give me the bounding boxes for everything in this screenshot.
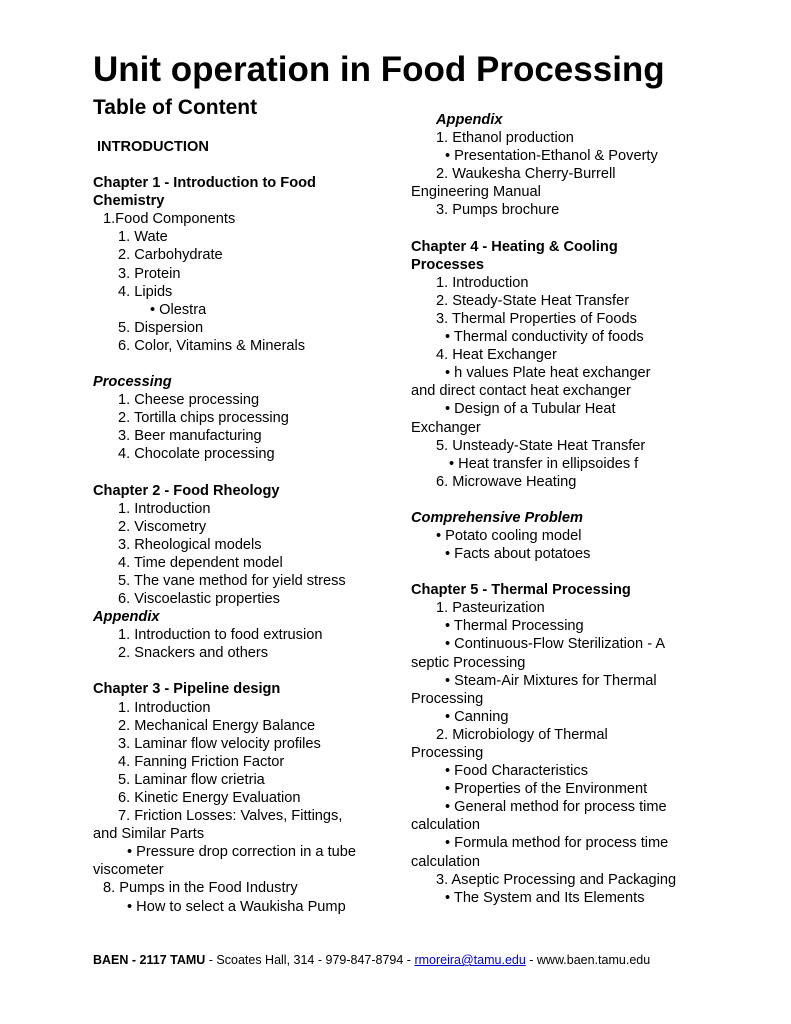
section-spacer xyxy=(93,464,393,482)
toc-entry: 1. Pasteurization xyxy=(436,600,545,617)
toc-entry: 3. Pumps brochure xyxy=(436,202,560,219)
toc-entry: 7. Friction Losses: Valves, Fittings, xyxy=(118,808,343,825)
toc-heading: Chapter 3 - Pipeline design xyxy=(93,681,281,698)
toc-entry: 8. Pumps in the Food Industry xyxy=(103,880,298,897)
toc-entry: 1. Introduction xyxy=(436,274,529,291)
toc-entry: 4. Time dependent model xyxy=(118,554,283,571)
footer-address: - Scoates Hall, 314 - 979-847-8794 - xyxy=(205,953,415,967)
toc-entry: 2. Viscometry xyxy=(118,518,207,535)
toc-left-column xyxy=(93,138,393,916)
toc-entry: 3. Protein xyxy=(118,265,181,282)
toc-right-column xyxy=(411,111,711,907)
toc-entry: • Steam-Air Mixtures for Thermal xyxy=(445,672,657,689)
toc-entry: Exchanger xyxy=(411,419,481,436)
toc-entry: 1. Introduction xyxy=(118,500,211,517)
toc-entry: 4. Fanning Friction Factor xyxy=(118,753,285,770)
section-spacer xyxy=(411,220,711,238)
toc-entry: • Presentation-Ethanol & Poverty xyxy=(445,148,658,165)
toc-entry: septic Processing xyxy=(411,654,526,671)
section-spacer xyxy=(93,156,393,174)
footer-email-link[interactable]: rmoreira@tamu.edu xyxy=(414,953,526,967)
toc-entry: calculation xyxy=(411,817,480,834)
toc-entry: 3. Beer manufacturing xyxy=(118,428,262,445)
toc-entry: 5. Unsteady-State Heat Transfer xyxy=(436,437,646,454)
toc-heading: Chapter 1 - Introduction to Food xyxy=(93,175,316,192)
toc-entry: 6. Microwave Heating xyxy=(436,473,577,490)
toc-entry: 1. Ethanol production xyxy=(436,130,574,147)
toc-heading: Chapter 2 - Food Rheology xyxy=(93,482,280,499)
toc-entry: 2. Waukesha Cherry-Burrell xyxy=(436,166,616,183)
toc-entry: • Canning xyxy=(445,708,509,725)
footer xyxy=(93,953,650,967)
toc-entry: 6. Kinetic Energy Evaluation xyxy=(118,790,301,806)
toc-entry: • The System and Its Elements xyxy=(445,889,645,906)
toc-entry: 5. The vane method for yield stress xyxy=(118,572,346,589)
toc-entry: 3. Laminar flow velocity profiles xyxy=(118,735,321,752)
toc-entry: calculation xyxy=(411,853,480,870)
toc-entry: 2. Snackers and others xyxy=(118,645,269,662)
toc-entry: 2. Tortilla chips processing xyxy=(118,410,289,427)
toc-entry: • Thermal conductivity of foods xyxy=(445,329,644,346)
toc-entry: Engineering Manual xyxy=(411,184,541,201)
section-spacer xyxy=(93,662,393,680)
toc-entry: • Thermal Processing xyxy=(445,618,584,635)
toc-entry: 1. Wate xyxy=(118,229,168,246)
toc-entry: • General method for process time xyxy=(445,799,667,816)
footer-website: www.baen.tamu.edu xyxy=(536,953,651,967)
toc-entry: 4. Lipids xyxy=(118,283,173,300)
toc-entry: and Similar Parts xyxy=(93,826,205,843)
toc-entry: 6. Color, Vitamins & Minerals xyxy=(118,337,306,354)
toc-entry: 2. Steady-State Heat Transfer xyxy=(436,292,630,309)
toc-entry: 2. Mechanical Energy Balance xyxy=(118,717,316,734)
toc-entry: • Olestra xyxy=(150,301,207,318)
toc-heading: Chapter 5 - Thermal Processing xyxy=(411,582,631,599)
toc-entry: 4. Heat Exchanger xyxy=(436,347,557,364)
toc-entry: 5. Dispersion xyxy=(118,319,204,336)
toc-entry: • Formula method for process time xyxy=(445,835,669,852)
toc-entry: • Food Characteristics xyxy=(445,763,588,780)
toc-entry: 3. Rheological models xyxy=(118,536,262,553)
toc-heading: Comprehensive Problem xyxy=(411,509,583,526)
page-subtitle: Table of Content xyxy=(93,96,258,119)
toc-entry: • Potato cooling model xyxy=(436,527,582,544)
toc-entry: 6. Viscoelastic properties xyxy=(118,591,280,608)
footer-org: BAEN - 2117 TAMU xyxy=(93,953,206,967)
toc-entry: 5. Laminar flow crietria xyxy=(118,771,265,788)
toc-entry: Processing xyxy=(411,745,484,761)
toc-entry: 1.Food Components xyxy=(103,211,236,228)
page-title: Unit operation in Food Processing xyxy=(93,50,665,89)
toc-entry: 1. Cheese processing xyxy=(118,392,260,409)
toc-entry: 1. Introduction xyxy=(118,699,211,716)
toc-heading: Appendix xyxy=(436,112,503,128)
toc-entry: 2. Microbiology of Thermal xyxy=(436,726,608,743)
section-spacer xyxy=(93,355,393,373)
toc-entry: • Design of a Tubular Heat xyxy=(445,401,616,418)
toc-entry: Processing xyxy=(411,690,484,707)
toc-entry: 4. Chocolate processing xyxy=(118,446,275,463)
section-spacer xyxy=(411,563,711,581)
toc-entry: 3. Aseptic Processing and Packaging xyxy=(436,871,677,888)
toc-heading: Processing xyxy=(93,374,172,391)
toc-entry: • h values Plate heat exchanger xyxy=(445,365,651,382)
section-spacer xyxy=(411,491,711,509)
toc-entry: 3. Thermal Properties of Foods xyxy=(436,310,637,327)
footer-separator: - xyxy=(525,953,537,967)
toc-entry: 1. Introduction to food extrusion xyxy=(118,627,323,644)
toc-entry: • Facts about potatoes xyxy=(445,546,591,563)
toc-heading: INTRODUCTION xyxy=(97,139,209,155)
toc-heading: Chemistry xyxy=(93,193,165,210)
toc-entry: and direct contact heat exchanger xyxy=(411,383,631,400)
toc-entry: • Properties of the Environment xyxy=(445,781,648,798)
toc-entry: 2. Carbohydrate xyxy=(118,247,223,264)
toc-heading: Appendix xyxy=(93,609,160,626)
toc-entry: • Heat transfer in ellipsoides f xyxy=(449,455,639,472)
toc-heading: Processes xyxy=(411,256,485,273)
toc-entry: • How to select a Waukisha Pump xyxy=(127,898,346,915)
toc-entry: • Pressure drop correction in a tube xyxy=(127,844,356,861)
toc-entry: • Continuous-Flow Sterilization - A xyxy=(445,636,666,653)
toc-entry: viscometer xyxy=(93,862,164,879)
toc-heading: Chapter 4 - Heating & Cooling xyxy=(411,238,618,255)
